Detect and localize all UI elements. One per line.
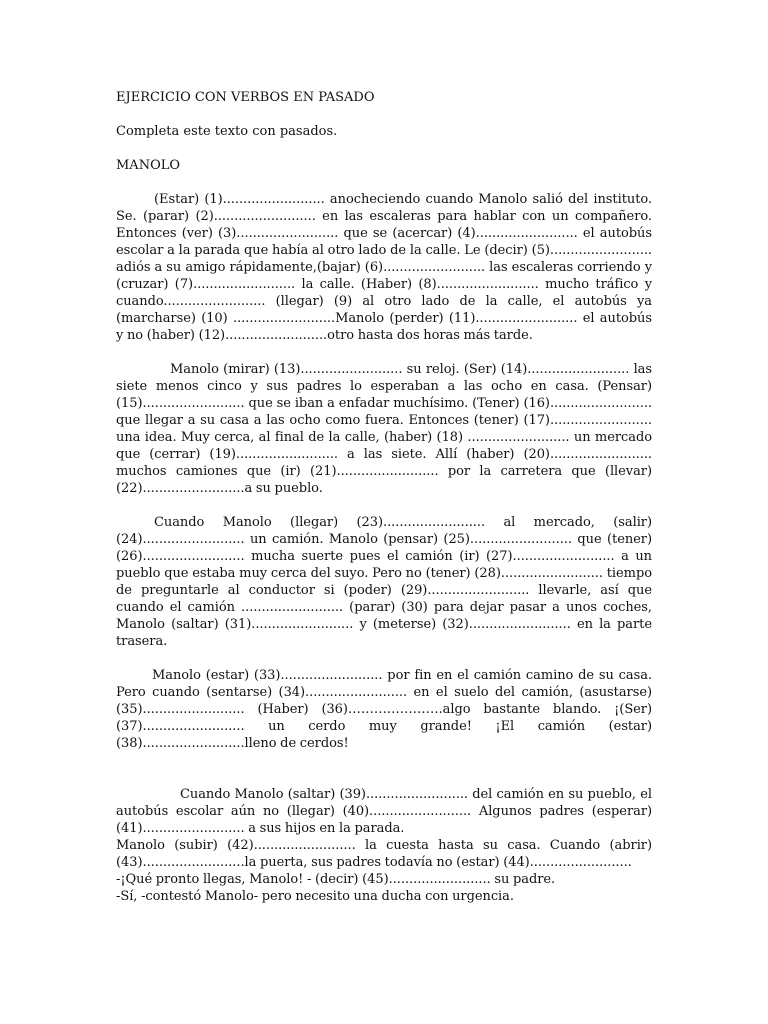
exercise-heading: EJERCICIO CON VERBOS EN PASADO [116,90,375,105]
spacer [116,140,652,157]
paragraph-4: Manolo (estar) (33)......................... por fin en el camión camino de su casa. Pero cuando (sentarse) (34)......................... en el suelo del camión, (asustarse) (35)......................... (Haber) (36)………………….algo bastante blando. ¡(Ser) (37)......................... un cerdo muy grande! ¡El camión (estar) (38).........................lleno de cerdos! [116,668,652,751]
closing-line-1: Manolo (subir) (42)......................... la cuesta hasta su casa. Cuando (abrir) (43).........................la puerta, sus padres todavía no (estar) (44)......................... [116,838,652,870]
spacer [116,769,652,786]
closing-line-2: -¡Qué pronto llegas, Manolo! - (decir) (45)......................... su padre. [116,872,556,887]
spacer [116,106,652,123]
exercise-page [116,89,652,905]
paragraph-5: Cuando Manolo (saltar) (39)......................... del camión en su pueblo, el autobús escolar aún no (llegar) (40)......................... Algunos padres (esperar) (41)......................... a sus hijos en la parada. [116,787,652,836]
paragraph-3: Cuando Manolo (llegar) (23)......................... al mercado, (salir) (24)......................... un camión. Manolo (pensar) (25)......................... que (tener) (26)......................... mucha suerte pues el camión (ir) (27)......................... a un pueblo que estaba muy cerca del suyo. Pero no (tener) (28)......................... tiempo de preguntarle al conductor si (poder) (29)......................... llevarle, así que cuando el camión ......................... (parar) (30) para dejar pasar a unos coches, Manolo (saltar) (31)......................... y (meterse) (32)......................... en la parte trasera. [116,515,652,649]
spacer [116,650,652,667]
exercise-instruction: Completa este texto con pasados. [116,124,338,139]
spacer [116,174,652,191]
paragraph-2: Manolo (mirar) (13)......................... su reloj. (Ser) (14)......................... las siete menos cinco y sus padres lo esperaban a las ocho en casa. (Pensar) (15)......................... que se iban a enfadar muchísimo. (Tener) (16)......................... que llegar a su casa a las ocho como fuera. Entonces (tener) (17)......................... una idea. Muy cerca, al final de la calle, (haber) (18) ......................... un mercado que (cerrar) (19)......................... a las siete. Allí (haber) (20)......................... muchos camiones que (ir) (21)......................... por la carretera que (llevar) (22).........................a su pueblo. [116,362,652,496]
story-title: MANOLO [116,158,181,173]
closing-line-3: -Sí, -contestó Manolo- pero necesito una ducha con urgencia. [116,889,514,904]
spacer [116,344,652,361]
paragraph-1: (Estar) (1)......................... anocheciendo cuando Manolo salió del instituto. Se. (parar) (2)......................... en las escaleras para hablar con un compañero. Entonces (ver) (3)......................... que se (acercar) (4)......................... el autobús escolar a la parada que había al otro lado de la calle. Le (decir) (5)......................... adiós a su amigo rápidamente,(bajar) (6)......................... las escaleras corriendo y (cruzar) (7)......................... la calle. (Haber) (8)......................... mucho tráfico y cuando......................... (llegar) (9) al otro lado de la calle, el autobús ya (marcharse) (10) .........................Manolo (perder) (11)......................... el autobús y no (haber) (12).........................otro hasta dos horas más tarde. [116,192,652,343]
spacer [116,752,652,769]
spacer [116,497,652,514]
